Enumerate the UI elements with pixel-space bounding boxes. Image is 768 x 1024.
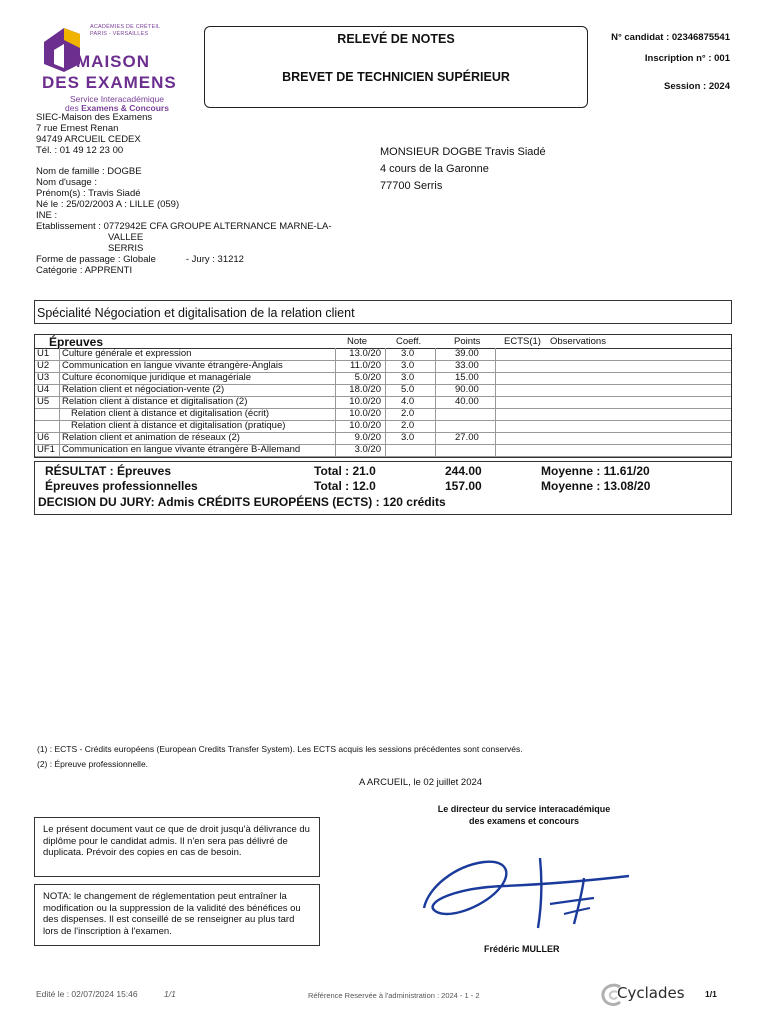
signatory-title: Le directeur du service interacadémique des examens et concours bbox=[437, 804, 611, 826]
row-label: Relation client et animation de réseaux (2) bbox=[62, 432, 240, 443]
row-code: U5 bbox=[37, 396, 50, 407]
candidate-number: N° candidat : 02346875541 bbox=[611, 32, 730, 43]
diploma-title: BREVET DE TECHNICIEN SUPÉRIEUR bbox=[282, 70, 510, 84]
logo-academies-text: ACADÉMIES DE CRÉTEIL PARIS - VERSAILLES bbox=[90, 24, 161, 37]
row-coeff: 3.0 bbox=[401, 432, 415, 443]
row-note: 10.0/20 bbox=[349, 396, 381, 407]
row-code: U1 bbox=[37, 348, 50, 359]
footnote-epreuve-pro: (2) : Épreuve professionnelle. bbox=[37, 759, 149, 769]
signatory-name: Frédéric MULLER bbox=[484, 944, 560, 954]
header-observations: Observations bbox=[550, 336, 606, 347]
jury-decision: DECISION DU JURY: Admis CRÉDITS EUROPÉENS (ECTS) : 120 crédits bbox=[38, 495, 446, 509]
row-coeff: 3.0 bbox=[401, 372, 415, 383]
header-points: Points bbox=[454, 336, 481, 347]
pro-average: Moyenne : 13.08/20 bbox=[541, 479, 651, 493]
document-title: RELEVÉ DE NOTES bbox=[337, 32, 455, 46]
row-note: 13.0/20 bbox=[349, 348, 381, 359]
row-note: 3.0/20 bbox=[354, 444, 381, 455]
row-points: 27.00 bbox=[455, 432, 479, 443]
place-date: A ARCUEIL, le 02 juillet 2024 bbox=[359, 777, 483, 788]
table-row bbox=[35, 444, 731, 457]
row-label: Communication en langue vivante étrangère B-Allemand bbox=[62, 444, 301, 455]
cyclades-logo bbox=[600, 980, 696, 1010]
row-label: Culture générale et expression bbox=[62, 348, 192, 359]
regulation-notice-box: NOTA: le changement de réglementation peut entraîner la modification ou la suppression de la validité des bénéfices ou des dispenses. Il est conseillé de se renseigner au plus tard lors de l'inscription à l'examen. bbox=[34, 884, 320, 946]
row-code: U4 bbox=[37, 384, 50, 395]
row-coeff: 2.0 bbox=[401, 420, 415, 431]
pro-label: Épreuves professionnelles bbox=[45, 479, 198, 493]
specialite-box: Spécialité Négociation et digitalisation de la relation client bbox=[34, 300, 732, 324]
header-epreuves: Épreuves bbox=[49, 335, 104, 349]
sender-address: SIEC-Maison des Examens 7 rue Ernest Renan 94749 ARCUEIL CEDEX Tél. : 01 49 12 23 00 bbox=[36, 112, 153, 156]
logo-service-text: Service Interacadémique des Examens & Concours bbox=[65, 94, 169, 113]
row-note: 11.0/20 bbox=[350, 360, 381, 371]
row-note: 5.0/20 bbox=[354, 372, 381, 383]
admin-reference: Référence Reservée à l'administration : 2024 - 1 - 2 bbox=[308, 991, 480, 1000]
row-points: 40.00 bbox=[455, 396, 479, 407]
page-number-left: 1/1 bbox=[164, 989, 176, 999]
row-label: Culture économique juridique et managériale bbox=[62, 372, 252, 383]
pro-points: 157.00 bbox=[445, 479, 482, 493]
header-ects: ECTS(1) bbox=[504, 336, 541, 347]
cyclades-brand: Cyclades bbox=[617, 984, 685, 1002]
result-average: Moyenne : 11.61/20 bbox=[541, 464, 650, 478]
pro-total: Total : 12.0 bbox=[314, 479, 376, 493]
row-code: U2 bbox=[37, 360, 50, 371]
row-code: U3 bbox=[37, 372, 50, 383]
row-code: UF1 bbox=[37, 444, 55, 455]
row-points: 90.00 bbox=[455, 384, 479, 395]
row-label: Relation client et négociation-vente (2) bbox=[62, 384, 225, 395]
results-box bbox=[34, 461, 732, 515]
row-label: Relation client à distance et digitalisation (écrit) bbox=[71, 408, 270, 419]
row-label: Relation client à distance et digitalisation (2) bbox=[62, 396, 248, 407]
session: Session : 2024 bbox=[663, 81, 730, 92]
document-title-box bbox=[204, 26, 588, 108]
logo-title-line1: MAISON bbox=[76, 52, 150, 71]
signature-icon bbox=[414, 848, 634, 932]
logo-title-line2: DES EXAMENS bbox=[42, 73, 177, 92]
result-total: Total : 21.0 bbox=[314, 464, 376, 478]
row-points: 39.00 bbox=[455, 348, 479, 359]
result-label: RÉSULTAT : Épreuves bbox=[45, 464, 172, 478]
row-label: Relation client à distance et digitalisation (pratique) bbox=[71, 420, 286, 431]
validity-notice-box: Le présent document vaut ce que de droit jusqu'à délivrance du diplôme pour le candidat admis. Il n'en sera pas délivré de duplicata. Prévoir des copies en cas de besoin. bbox=[34, 817, 320, 877]
header-note: Note bbox=[347, 336, 368, 347]
row-points: 33.00 bbox=[455, 360, 479, 371]
header-coeff: Coeff. bbox=[396, 336, 422, 347]
row-coeff: 3.0 bbox=[401, 360, 415, 371]
row-note: 9.0/20 bbox=[354, 432, 381, 443]
grades-table bbox=[34, 334, 732, 458]
row-coeff: 4.0 bbox=[401, 396, 415, 407]
row-note: 10.0/20 bbox=[349, 420, 381, 431]
candidate-identity: Nom de famille : DOGBE Nom d'usage : Prénom(s) : Travis Siadé Né le : 25/02/2003 A : LILLE (059) INE : Etablissement : 0772942E CFA GROUPE ALTERNANCE MARNE-LA- VALLEE SERRIS Forme de passage : Globale - Jury : 31212 Catégorie : APPRENTI bbox=[36, 166, 332, 276]
result-points: 244.00 bbox=[445, 464, 482, 478]
footnote-ects: (1) : ECTS - Crédits européens (European Credits Transfer System). Les ECTS acquis les sessions précédentes sont conservés. bbox=[37, 744, 523, 754]
inscription-number: Inscription n° : 001 bbox=[644, 53, 730, 64]
row-code: U6 bbox=[37, 432, 50, 443]
edited-date: Edité le : 02/07/2024 15:46 bbox=[36, 989, 138, 999]
row-coeff: 3.0 bbox=[401, 348, 415, 359]
row-label: Communication en langue vivante étrangère-Anglais bbox=[62, 360, 283, 371]
row-note: 18.0/20 bbox=[349, 384, 381, 395]
row-coeff: 2.0 bbox=[401, 408, 415, 419]
maison-des-examens-logo bbox=[36, 22, 206, 118]
table-header bbox=[35, 335, 731, 349]
row-note: 10.0/20 bbox=[349, 408, 381, 419]
page-number-right: 1/1 bbox=[705, 989, 717, 999]
row-coeff: 5.0 bbox=[401, 384, 415, 395]
row-points: 15.00 bbox=[455, 372, 479, 383]
recipient-address: MONSIEUR DOGBE Travis Siadé 4 cours de la Garonne 77700 Serris bbox=[380, 146, 546, 192]
